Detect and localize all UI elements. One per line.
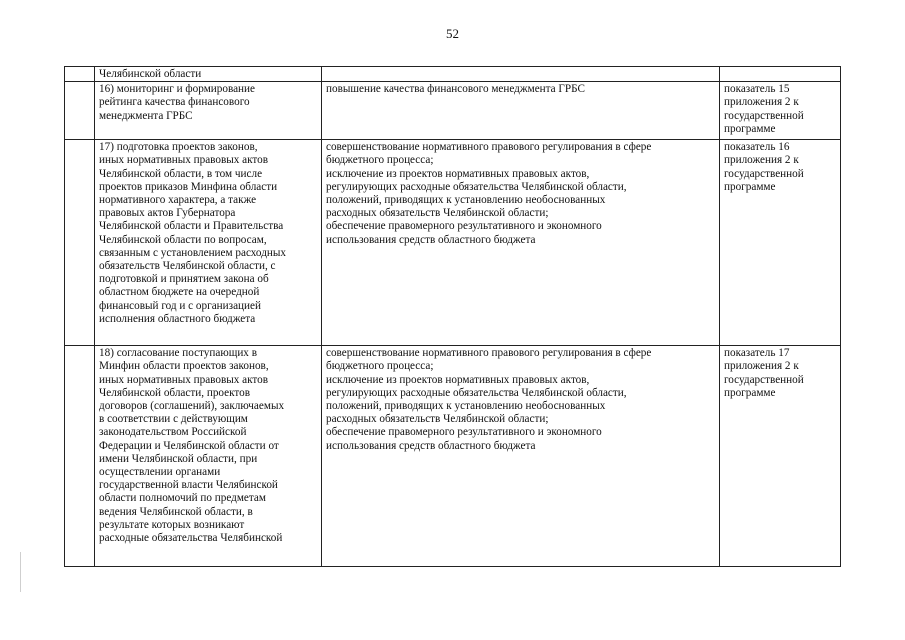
result-cell xyxy=(322,67,720,82)
indicator-cell: показатель 16 приложения 2 к государственной программе xyxy=(720,140,841,346)
scan-margin-line xyxy=(20,552,21,592)
table-row xyxy=(65,140,841,346)
row-number-cell xyxy=(65,346,95,567)
activity-cell: Челябинской области xyxy=(95,67,322,82)
table-row xyxy=(65,82,841,140)
page-number: 52 xyxy=(446,26,459,41)
activity-cell: 16) мониторинг и формирование рейтинга качества финансового менеджмента ГРБС xyxy=(95,82,322,140)
result-cell: совершенствование нормативного правового регулирования в сфере бюджетного процесса; исключение из проектов нормативных правовых актов, регулирующих расходные обязательства Челябинской области, положений, приводящих к установлению необоснованных расходных обязательств Челябинской области; обеспечение правомерного результативного и экономного использования средств областного бюджета xyxy=(322,346,720,567)
result-cell: повышение качества финансового менеджмента ГРБС xyxy=(322,82,720,140)
indicator-cell: показатель 15 приложения 2 к государственной программе xyxy=(720,82,841,140)
table-row xyxy=(65,67,841,82)
result-cell: совершенствование нормативного правового регулирования в сфере бюджетного процесса; исключение из проектов нормативных правовых актов, регулирующих расходные обязательства Челябинской области, положений, приводящих к установлению необоснованных расходных обязательств Челябинской области; обеспечение правомерного результативного и экономного использования средств областного бюджета xyxy=(322,140,720,346)
activity-cell: 17) подготовка проектов законов, иных нормативных правовых актов Челябинской области, в том числе проектов приказов Минфина области нормативного характера, а также правовых актов Губернатора Челябинской области и Правительства Челябинской области по вопросам, связанным с установлением расходных обязательств Челябинской области, с подготовкой и принятием закона об областном бюджете на очередной финансовый год и с организацией исполнения областного бюджета xyxy=(95,140,322,346)
row-number-cell xyxy=(65,140,95,346)
table-row xyxy=(65,346,841,567)
row-number-cell xyxy=(65,67,95,82)
activity-cell: 18) согласование поступающих в Минфин области проектов законов, иных нормативных правовых актов Челябинской области, проектов договоров (соглашений), заключаемых в соответствии с действующим законодательством Российской Федерации и Челябинской области от имени Челябинской области, при осуществлении органами государственной власти Челябинской области полномочий по предметам ведения Челябинской области, в результате которых возникают расходные обязательства Челябинской xyxy=(95,346,322,567)
indicator-cell xyxy=(720,67,841,82)
indicator-cell: показатель 17 приложения 2 к государственной программе xyxy=(720,346,841,567)
program-activities-table xyxy=(64,66,841,567)
row-number-cell xyxy=(65,82,95,140)
